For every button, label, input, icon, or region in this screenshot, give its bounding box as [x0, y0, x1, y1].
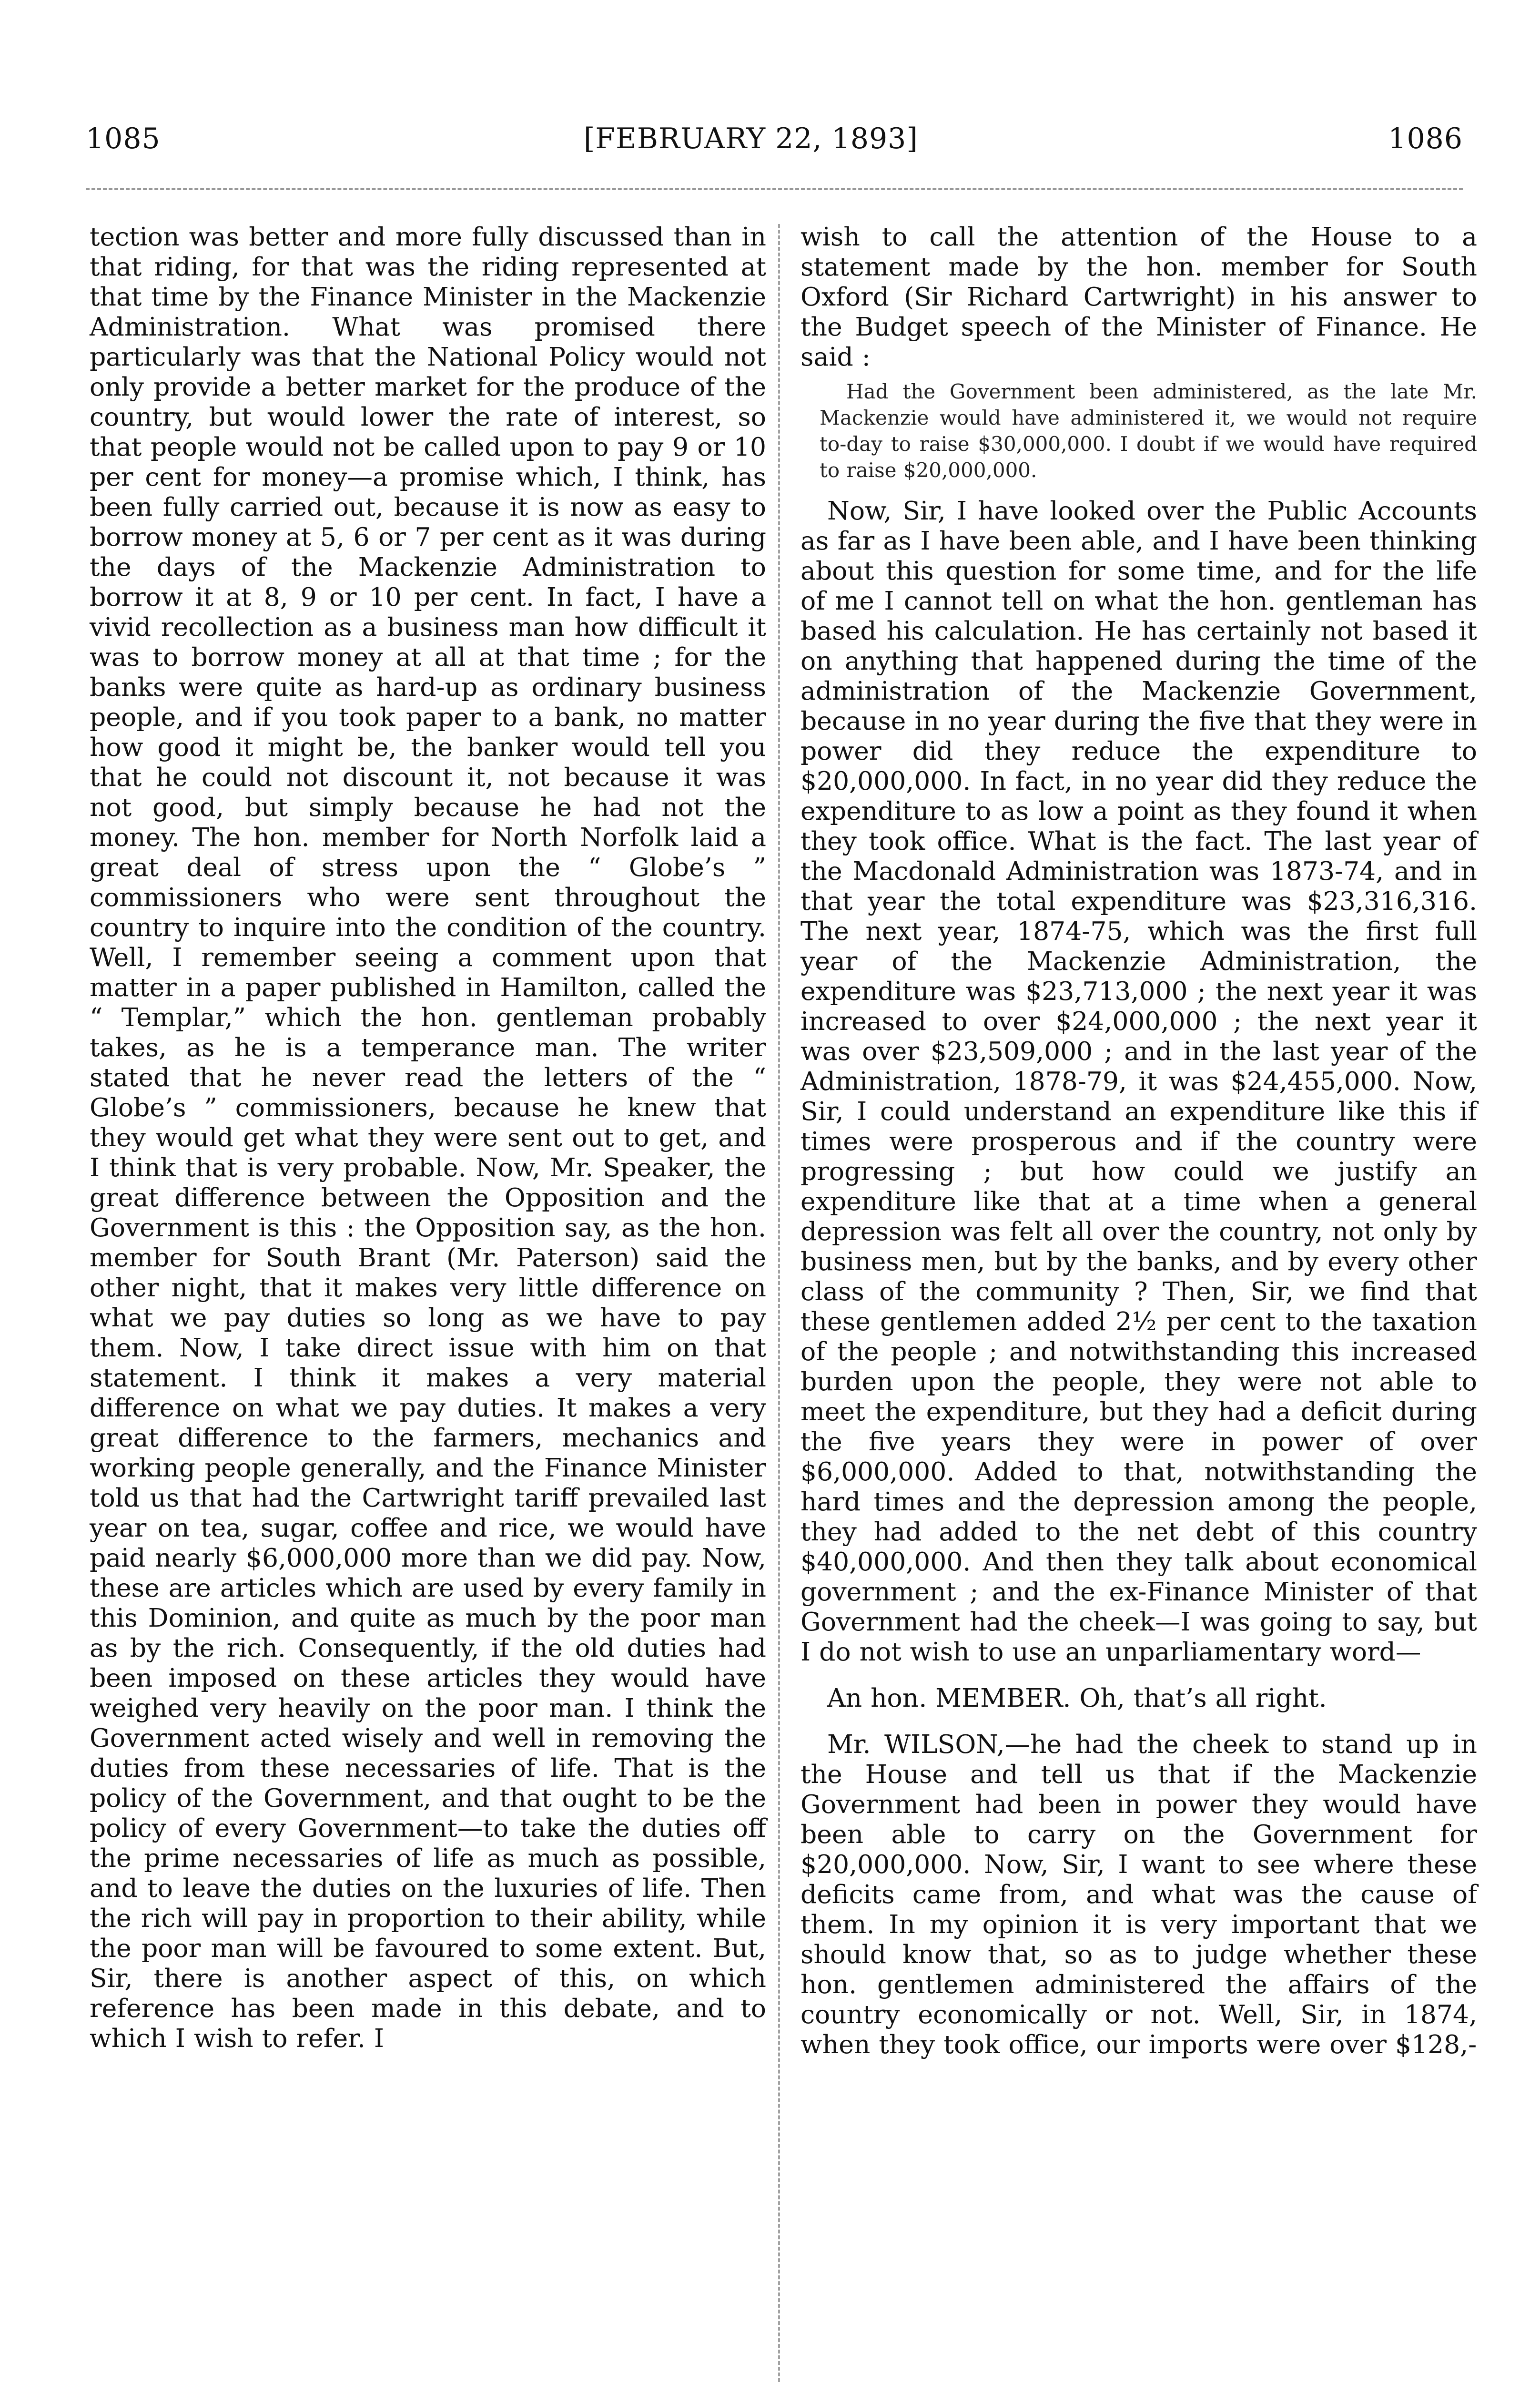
left-column: [90, 222, 766, 2053]
right-paragraph-1: wish to call the attention of the House to a statement made by the hon. member for South Oxford (Sir Richard Cartwright) in his answer to the Budget speech of the Minister of Finance. He said :: [800, 222, 1477, 372]
column-divider: [778, 224, 780, 2383]
block-quote: Had the Government been administered, as the late Mr. Mackenzie would have administered it, we would not require to-day to raise $30,000,000. I doubt if we would have required to raise $20,000,000.: [820, 380, 1477, 482]
left-paragraph-1: tection was better and more fully discussed than in that riding, for that was the riding represented at that time by the Finance Minister in the Mackenzie Administration. What was promised there particularly was that the National Policy would not only provide a better market for the produce of the country, but would lower the rate of interest, so that people would not be called upon to pay 9 or 10 per cent for money—a promise which, I think, has been fully carried out, because it is now as easy to borrow money at 5, 6 or 7 per cent as it was during the days of the Mackenzie Administration to borrow it at 8, 9 or 10 per cent. In fact, I have a vivid recollection as a business man how difficult it was to borrow money at all at that time ; for the banks were quite as hard-up as ordinary business people, and if you took paper to a bank, no matter how good it might be, the banker would tell you that he could not discount it, not because it was not good, but simply because he had not the money. The hon. member for North Norfolk laid a great deal of stress upon the “ Globe’s ” commissioners who were sent throughout the country to inquire into the condition of the country. Well, I remember seeing a comment upon that matter in a paper published in Hamilton, called the “ Templar,” which the hon. gentleman probably takes, as he is a temperance man. The writer stated that he never read the letters of the “ Globe’s ” commissioners, because he knew that they would get what they were sent out to get, and I think that is very probable. Now, Mr. Speaker, the great difference between the Opposition and the Government is this : the Opposition say, as the hon. member for South Brant (Mr. Paterson) said the other night, that it makes very little difference on what we pay duties so long as we have to pay them. Now, I take direct issue with him on that statement. I think it makes a very material difference on what we pay duties. It makes a very great difference to the farmers, mechanics and working people generally, and the Finance Minister told us that had the Cartwright tariff prevailed last year on tea, sugar, coffee and rice, we would have paid nearly $6,000,000 more than we did pay. Now, these are articles which are used by every family in this Dominion, and quite as much by the poor man as by the rich. Consequently, if the old duties had been imposed on these articles they would have weighed very heavily on the poor man. I think the Government acted wisely and well in removing the duties from these necessaries of life. That is the policy of the Government, and that ought to be the policy of every Government—to take the duties off the prime necessaries of life as much as possible, and to leave the duties on the luxuries of life. Then the rich will pay in proportion to their ability, while the poor man will be favoured to some extent. But, Sir, there is another aspect of this, on which reference has been made in this debate, and to which I wish to refer. I: [90, 222, 766, 2053]
right-paragraph-4: Mr. WILSON,—he had the cheek to stand up in the House and tell us that if the Mackenzie Government had been in power they would have been able to carry on the Government for $20,000,000. Now, Sir, I want to see where these deficits came from, and what was the cause of them. In my opinion it is very important that we should know that, so as to judge whether these hon. gentlemen administered the affairs of the country economically or not. Well, Sir, in 1874, when they took office, our imports were over $128,-: [800, 1729, 1477, 2059]
page-number-left: 1085: [86, 122, 161, 155]
right-column: [800, 222, 1477, 2059]
right-paragraph-2: Now, Sir, I have looked over the Public Accounts as far as I have been able, and I have been thinking about this question for some time, and for the life of me I cannot tell on what the hon. gentleman has based his calculation. He has certainly not based it on anything that happened during the time of the administration of the Mackenzie Government, because in no year during the five that they were in power did they reduce the expenditure to $20,000,000. In fact, in no year did they reduce the expenditure to as low a point as they found it when they took office. What is the fact. The last year of the Macdonald Administration was 1873-74, and in that year the total expenditure was $23,316,316. The next year, 1874-75, which was the first full year of the Mackenzie Administration, the expenditure was $23,713,000 ; the next year it was increased to over $24,000,000 ; the next year it was over $23,509,000 ; and in the last year of the Administration, 1878-79, it was $24,455,000. Now, Sir, I could understand an expenditure like this if times were prosperous and if the country were progressing ; but how could we justify an expenditure like that at a time when a general depression was felt all over the country, not only by business men, but by the banks, and by every other class of the community ? Then, Sir, we find that these gentlemen added 2½ per cent to the taxation of the people ; and notwithstanding this increased burden upon the people, they were not able to meet the expenditure, but they had a deficit during the five years they were in power of over $6,000,000. Added to that, notwithstanding the hard times and the depression among the people, they had added to the net debt of this country $40,000,000. And then they talk about economical government ; and the ex-Finance Minister of that Government had the cheek—I was going to say, but I do not wish to use an unparliamentary word—: [800, 496, 1477, 1667]
right-paragraph-3: An hon. MEMBER. Oh, that’s all right.: [827, 1683, 1327, 1713]
page-number-right: 1086: [1388, 122, 1463, 155]
page-date: [FEBRUARY 22, 1893]: [584, 122, 918, 155]
header-rule: [86, 188, 1463, 190]
page-header: [86, 112, 1463, 165]
